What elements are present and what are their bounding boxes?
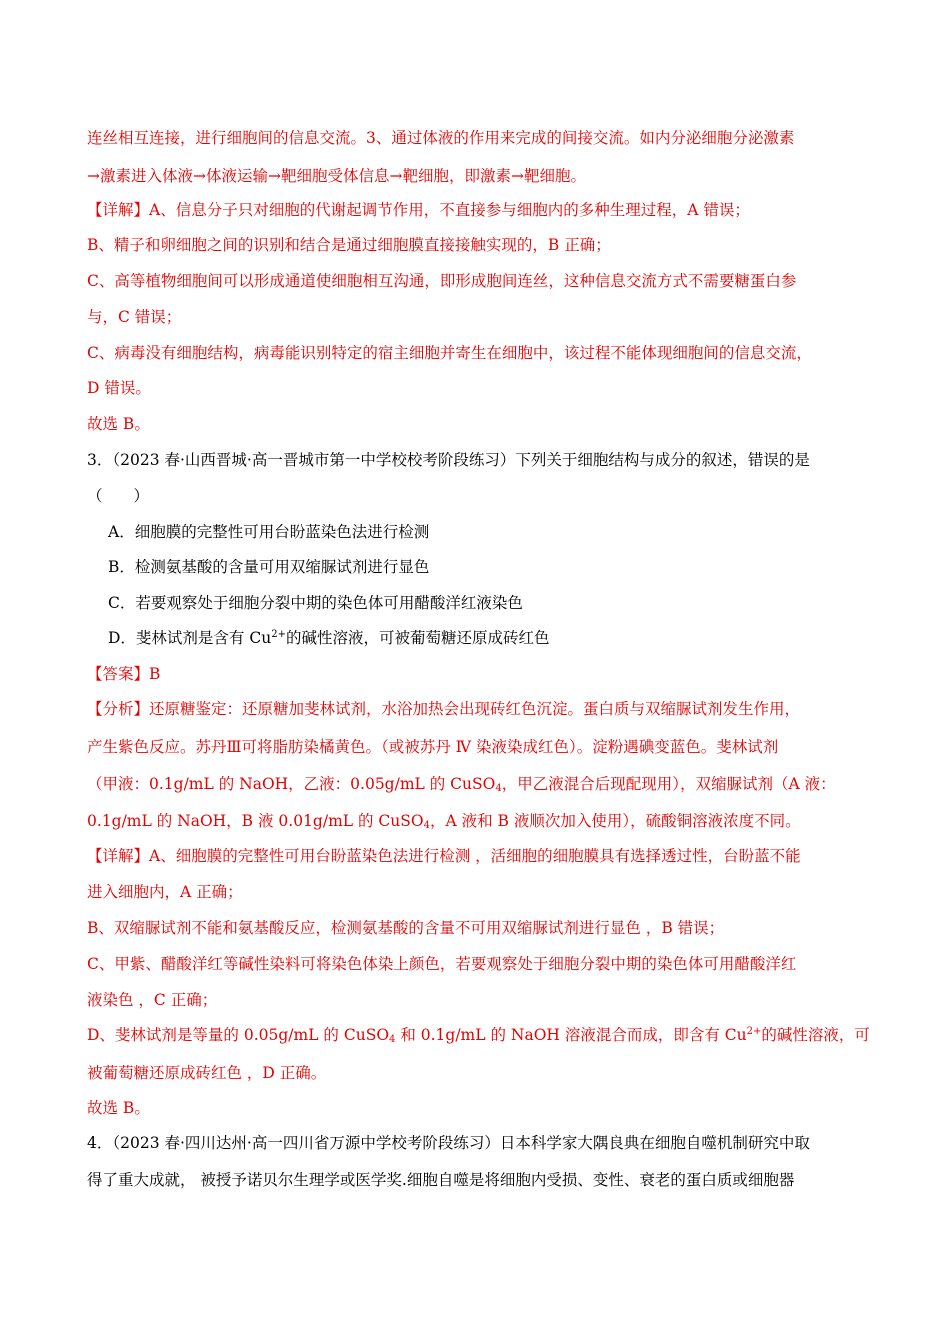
question-stem: 3．（2023 春·山西晋城·高一晋城市第一中学校校考阶段练习）下列关于细胞结构与成分的叙述，错误的是 — [87, 451, 810, 469]
detail-text: 和 0.1g/mL 的 NaOH 溶液混合而成，即含有 Cu — [395, 1026, 747, 1044]
detail-line — [87, 845, 867, 867]
detail-text: A、细胞膜的完整性可用台盼蓝染色法进行检测 ，活细胞的细胞膜具有选择透过性，台盼蓝不能 — [149, 847, 801, 865]
detail-line: C、甲紫、醋酸洋红等碱性染料可将染色体染上颜色，若要观察处于细胞分裂中期的染色体可用醋酸洋红 — [87, 955, 797, 973]
option-d-text: 的碱性溶液，可被葡萄糖还原成砖红色 — [285, 629, 550, 647]
detail-line: 进入细胞内，A 正确； — [87, 883, 243, 901]
detail-line: B、精子和卵细胞之间的识别和结合是通过细胞膜直接接触实现的，B 正确； — [87, 236, 611, 254]
analysis-tag: 【分析】 — [87, 700, 150, 718]
analysis-line — [87, 810, 867, 832]
option-a: A．细胞膜的完整性可用台盼蓝染色法进行检测 — [108, 523, 430, 541]
analysis-line: 产生紫色反应。苏丹Ⅲ可将脂肪染橘黄色。（或被苏丹 Ⅳ 染液染成红色）。淀粉遇碘变蓝色。斐林试剂 — [87, 738, 779, 756]
detail-tag: 【详解】 — [87, 201, 150, 219]
detail-line — [87, 1024, 870, 1046]
option-c: C．若要观察处于细胞分裂中期的染色体可用醋酸洋红液染色 — [108, 594, 523, 612]
question-stem: （ ） — [87, 487, 150, 505]
analysis-text: 0.1g/mL 的 NaOH，B 液 0.01g/mL 的 CuSO — [87, 812, 424, 830]
answer-line: 【答案】B — [87, 665, 161, 683]
detail-line: C、病毒没有细胞结构，病毒能识别特定的宿主细胞并寄生在细胞中，该过程不能体现细胞间的信息交流， — [87, 344, 812, 362]
detail-line: C、高等植物细胞间可以形成通道使细胞相互沟通，即形成胞间连丝，这种信息交流方式不需要糖蛋白参 — [87, 272, 797, 290]
detail-text: A、信息分子只对细胞的代谢起调节作用，不直接参与细胞内的多种生理过程，A 错误； — [149, 201, 750, 219]
detail-line — [87, 199, 867, 221]
subscript: 4 — [423, 820, 430, 831]
superscript: 2+ — [746, 1026, 762, 1037]
final-choice: 故选 B。 — [87, 1099, 150, 1117]
question-stem: 得了重大成就， 被授予诺贝尔生理学或医学奖.细胞自噬是将细胞内受损、变性、衰老的蛋白质或细胞器 — [87, 1171, 795, 1189]
superscript: 2+ — [271, 629, 286, 640]
explanation-line: →激素进入体液→体液运输→靶细胞受体信息→靶细胞，即激素→靶细胞。 — [87, 167, 586, 185]
final-choice: 故选 B。 — [87, 415, 150, 433]
analysis-text: （甲液：0.1g/mL 的 NaOH，乙液：0.05g/mL 的 CuSO — [87, 775, 496, 793]
analysis-line — [87, 773, 867, 795]
option-d-text: D．斐林试剂是含有 Cu — [108, 629, 272, 647]
explanation-line: 连丝相互连接，进行细胞间的信息交流。3、通过体液的作用来完成的间接交流。如内分泌细胞分泌激素 — [87, 129, 795, 147]
subscript: 4 — [495, 783, 502, 794]
analysis-text: ，A 液和 B 液顺次加入使用），硫酸铜溶液浓度不同。 — [429, 812, 801, 830]
subscript: 4 — [389, 1034, 396, 1045]
question-stem: 4．（2023 春·四川达州·高一四川省万源中学校考阶段练习）日本科学家大隅良典在细胞自噬机制研究中取 — [87, 1134, 810, 1152]
analysis-text: ，甲乙液混合后现配现用），双缩脲试剂（A 液： — [501, 775, 836, 793]
detail-text: D、斐林试剂是等量的 0.05g/mL 的 CuSO — [87, 1026, 390, 1044]
analysis-text: 还原糖鉴定：还原糖加斐林试剂，水浴加热会出现砖红色沉淀。蛋白质与双缩脲试剂发生作用， — [149, 700, 801, 718]
option-d — [108, 627, 888, 649]
detail-line: 液染色 ，C 正确； — [87, 991, 218, 1009]
detail-text: 的碱性溶液，可 — [761, 1026, 870, 1044]
detail-line: 与，C 错误； — [87, 308, 182, 326]
detail-line: B、双缩脲试剂不能和氨基酸反应，检测氨基酸的含量不可用双缩脲试剂进行显色 ，B 错误； — [87, 919, 725, 937]
detail-line: D 错误。 — [87, 379, 151, 397]
detail-tag: 【详解】 — [87, 847, 150, 865]
analysis-line — [87, 698, 867, 720]
option-b: B．检测氨基酸的含量可用双缩脲试剂进行显色 — [108, 558, 430, 576]
detail-line: 被葡萄糖还原成砖红色 ，D 正确。 — [87, 1064, 327, 1082]
